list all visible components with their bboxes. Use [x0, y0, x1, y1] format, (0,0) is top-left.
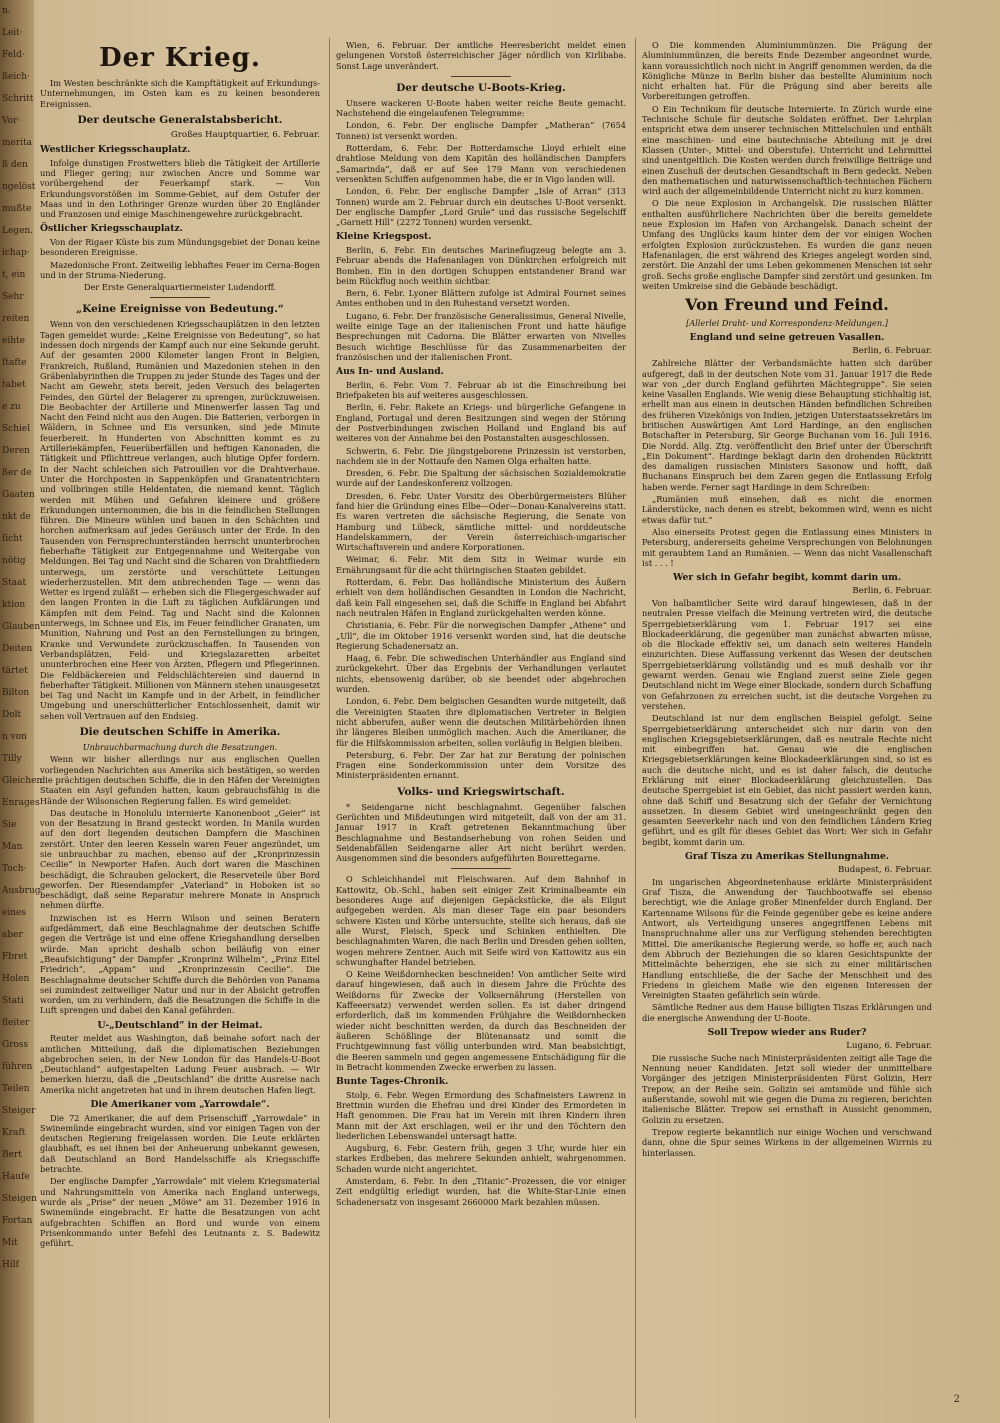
- binding-fragment: tabet: [2, 380, 26, 390]
- text-amsterdam: Amsterdam, 6. Febr. In den „Titanic“-Prozessen, die vor einiger Zeit endgültig erledigt wurden, hat die White-Star-Linie einen Schadenersatz von insgesamt 2660000 Mark bezahlen müssen.: [336, 1176, 626, 1207]
- text-schiffe-2: Das deutsche in Honolulu internierte Kanonenboot „Geier“ ist von der Besatzung in Brand gesteckt worden. In Manila wurden auf den dort liegenden deutschen Dampfern die Maschinen zerstört. Unter den leeren Kesseln waren Feuer angezündet, um sie unbrauchbar zu machen, ebenso auf der „Kronprinzessin Cecilie“ in Newporter Hafen. Auch dort waren die Maschinen beschädigt, die Schrauben gelockert, die Reserveteile über Bord geworfen. Der Riesendampfer „Vaterland“ in Hoboken ist so beschädigt, daß seine Reparatur mehrere Monate in Anspruch nehmen dürfte.: [40, 807, 320, 911]
- section-title-krieg: Der Krieg.: [99, 43, 261, 73]
- text-dresden-2: Dresden, 6. Febr. Unter Vorsitz des Oberbürgermeisters Blüher fand hier die Gründung eines Elbe—Oder—Donau-Kanalvereins statt. Es waren vertreten die sächsische Regierung, die Senate von Hamburg und Lübeck, sämtliche mittel- und norddeutsche Handelskammern, der Verein österreichisch-ungarischer Wirtschaftsverein und andere Korporationen.: [336, 490, 626, 553]
- binding-fragment: Man: [2, 842, 23, 852]
- subline-meldungen: [Allerlei Draht- und Korrespondenz-Meldungen.]: [686, 318, 888, 329]
- binding-fragment: Kraft: [2, 1128, 26, 1138]
- text-rotterdam-2: Rotterdam, 6. Febr. Das holländische Ministerium des Äußern erhielt von dem holländischen Gesandten in London die Nachricht, daß kein Fall eingesehen sei, daß die Schiffe in England bei Abfahrt nach neutralen Häfen in England zurückgehalten werden könne.: [336, 577, 626, 618]
- binding-fragment: Legen.: [2, 226, 34, 236]
- binding-fragment: Gleichen: [2, 776, 43, 786]
- text-haag: Haag, 6. Febr. Die schwedischen Unterhändler aus England sind zurückgekehrt. Über das Ergebnis der Verhandlungen verlautet nichts, ebensowenig darüber, ob sie beendet oder abgebrochen wurden.: [336, 653, 626, 695]
- headline-schiffe-amerika: Die deutschen Schiffe in Amerika.: [79, 726, 281, 739]
- binding-fragment: Bert: [2, 1150, 22, 1160]
- binding-fragment: Fortan: [2, 1216, 33, 1226]
- binding-fragment: tärtet: [2, 666, 28, 676]
- subhead-westlich: Westlicher Kriegsschauplatz.: [40, 144, 191, 156]
- binding-fragment: Tilly: [2, 754, 22, 764]
- text-mazedonisch: Mazedonische Front. Zeitweilig lebhaftes Feuer im Cerna-Bogen und in der Struma-Niederung.: [40, 259, 320, 280]
- text-explosion: O Die neue Explosion in Archangelsk. Die russischen Blätter enthalten ausführlichere Nachrichten über die bereits gemeldete neue Explosion im Hafen von Archangelsk. Danach scheint der Umfang des Unglücks kaum hinter dem der vor einigen Wochen erfolgten Explosion zurückzustehen. Es wurden die ganz neuen Hafenanlagen, die erst während des Krieges angelegt worden sind, zerstört. Die Anzahl der ums Leben gekommenen Menschen ist sehr groß. Sechs große englische Dampfer sind zerstört und gesunken. Im weiten Umkreise sind die Gebäude beschädigt.: [642, 198, 932, 291]
- binding-fragment: Holen: [2, 974, 30, 984]
- binding-fragment: ngelöst: [2, 182, 36, 192]
- text-oestlich: Von der Rigaer Küste bis zum Mündungsgebiet der Donau keine besonderen Ereignisse.: [40, 236, 320, 258]
- text-christiania: Christiania, 6. Febr. Für die norwegischen Dampfer „Athene“ und „Ull“, die im Oktober 1916 versenkt worden sind, hat die deutsche Regierung Schadenersatz an.: [336, 620, 626, 651]
- binding-fragment: nkt de: [2, 512, 31, 522]
- binding-fragment: Bilton: [2, 688, 30, 698]
- column-rule-1: [329, 38, 330, 1418]
- dateline-vasallen: Berlin, 6. Februar.: [852, 345, 932, 356]
- column-rule-2: [635, 38, 636, 1418]
- headline-in-ausland: Aus In- und Ausland.: [336, 366, 444, 378]
- binding-fragment: n von: [2, 732, 27, 742]
- headline-vasallen: England und seine getreuen Vasallen.: [689, 332, 885, 344]
- text-dresden-1: Dresden, 6. Febr. Die Spaltung der sächsischen Sozialdemokratie wurde auf der Landeskonferenz vollzogen.: [336, 468, 626, 489]
- binding-fragment: Stati: [2, 996, 24, 1006]
- text-yarrowdale-1: Die 72 Amerikaner, die auf dem Prisenschiff „Yarrowdale“ in Swinemünde eingebracht wurden, sind vor einigen Tagen von der deutschen Regierung freigelassen worden. Die Leute erklärten glaubhaft, es sei ihnen bei der Anheuerung unbekannt gewesen, daß Deutschland an Bord Handelsschiffe als Kriegsschiffe betrachte.: [40, 1112, 320, 1175]
- text-london-1: London, 6. Febr. Der englische Dampfer „Matheran“ (7654 Tonnen) ist versenkt worden.: [336, 120, 626, 141]
- binding-fragment: nötig: [2, 556, 26, 566]
- binding-fragment: Schiel: [2, 424, 31, 434]
- binding-fragment: Vor·: [2, 116, 21, 126]
- text-technikum: O Ein Technikum für deutsche Internierte. In Zürich wurde eine Technische Schule für deutsche Soldaten eröffnet. Der Lehrplan entspricht etwa dem unserer technischen Mittelschulen und enthält eine maschinen- und eine bautechnische Abteilung mit je drei Klassen (Unter-, Mittel- und Oberstufe). Unterricht und Lehrmittel sind unentgeltlich. Die Kosten werden durch freiwillige Beiträge und einen Zuschuß der deutschen Gesandtschaft in Bern gedeckt. Neben den mathematischen und naturwissenschaftlich-technischen Fächern wird auch der allgemeinbildende Unterricht nicht zu kurz kommen.: [642, 103, 932, 197]
- binding-fragment: Teilen: [2, 1084, 30, 1094]
- binding-fragment: Dolt: [2, 710, 22, 720]
- headline-tisza: Graf Tisza zu Amerikas Stellungnahme.: [684, 851, 890, 863]
- headline-gefahr: Wer sich in Gefahr begibt, kommt darin um.: [672, 572, 902, 584]
- subhead-oestlich: Östlicher Kriegsschauplatz.: [40, 223, 183, 235]
- text-petersburg: Petersburg, 6. Febr. Der Zar hat zur Beratung der polnischen Fragen eine Sonderkommission unter dem Vorsitze des Ministerpräsidenten ernannt.: [336, 749, 626, 781]
- text-tisza-1: Im ungarischen Abgeordnetenhause erklärte Ministerpräsident Graf Tisza, die Anwendung der Tauchbootwaffe sei ebenso berechtigt, wie die Anlage großer Minenfelder durch England. Der Kartenname Wilsons für die Feinde gegenüber gebe es keine andere Antwort, als Verteidigung unseres angegriffenen Lebens mit Inanspruchnahme aller uns zur Verfügung stehenden berechtigten Mittel. Die amerikanische Regierung werde, so hoffe er, auch nach dem Abbruch der Beziehungen die so klaren Gesichtspunkte der Mittelmächte beherzigen, ehe sie sich zu einer militärischen Handlung entschließe, die der Sache der Menschheit und des Friedens in gleichem Maße wie den eigenen Interessen der Vereinigten Staaten gefährlich sein würde.: [642, 876, 932, 1001]
- headline-generalstab: Der deutsche Generalstabsbericht.: [77, 113, 283, 126]
- binding-fragment: ß den: [2, 160, 28, 170]
- binding-fragment: fleiter: [2, 1018, 30, 1028]
- binding-fragment: mußte: [2, 204, 32, 214]
- text-uboot: Unsere wackeren U-Boote haben weiter reiche Beute gemacht. Nachstehend die eingelaufenen Telegramme:: [336, 97, 626, 119]
- binding-fragment: Deren: [2, 446, 30, 456]
- subline-schiffe: Unbrauchbarmachung durch die Besatzungen.: [82, 742, 278, 753]
- divider: [451, 76, 511, 77]
- column-2: [336, 40, 626, 1420]
- text-schiffe-1: Wenn wir bisher allerdings nur aus englischen Quellen vorliegenden Nachrichten aus Amerika sich bestätigen, so werden die prächtigen deutschen Schiffe, die in den Häfen der Vereinigten Staaten ein Asyl gefunden hatten, kaum gebrauchsfähig in die Hände der Wilsonschen Regierung fallen. Es wird gemeldet:: [40, 754, 320, 806]
- binding-fragment: ktion: [2, 600, 26, 610]
- headline-yarrowdale: Die Amerikaner vom „Yarrowdale“.: [90, 1099, 270, 1111]
- headline-trepow: Soll Trepow wieder ans Ruder?: [707, 1027, 867, 1039]
- text-berlin-3: Berlin, 6. Febr. Rakete an Kriegs- und bürgerliche Gefangene in England, Portugal und deren Besitzungen sind wegen der Störung der Postverbindungen zwischen Holland und England bis auf weiteres von der Annahme bei den Postanstalten ausgeschlossen.: [336, 402, 626, 444]
- binding-fragment: eines: [2, 908, 26, 918]
- binding-fragment: Ausbrug: [2, 886, 41, 896]
- text-gefahr-1: Von halbamtlicher Seite wird darauf hingewiesen, daß in der neutralen Presse vielfach die Meinung vertreten wird, die deutsche Sperrgebietserklärung vom 1. Februar 1917 sei eine Blockadeerklärung, die gegenüber man zunächst abwarten müsse, ob die Blockade effektiv sei, um danach sein weiteres Handeln einzurichten. Diese Auffassung verkennt das Wesen der deutschen Sperrgebietserklärung vollständig und es muß deshalb vor ihr gewarnt werden. Genau wie England zuerst seine Ziele gegen Deutschland nicht im Wege einer Blockade, sondern durch Schaffung von Gefahrzonen zu erreichen sucht, ist die deutsche Vorgehen zu verstehen.: [642, 597, 932, 711]
- binding-fragment: Feld·: [2, 50, 25, 60]
- divider: [150, 297, 210, 298]
- column-3: [642, 40, 932, 1420]
- text-schiffe-3: Inzwischen ist es Herrn Wilson und seinen Beratern aufgedämmert, daß eine Beschlagnahme der deutschen Schiffe gegen die Verträge ist und eine offene Kriegshandlung derselben würde. Man spricht deshalb schon beiläufig von einer „Beaufsichtigung“ der Dampfer „Kronprinz Wilhelm“, „Prinz Eitel Friedrich“, „Appam“ und „Kronprinzessin Cecilie“. Die Beschlagnahme deutscher Schiffe durch die Behörden von Panama sei zumindest zeitweiliger Natur und nur in der Absicht getroffen worden, um zu verhindern, daß die Besatzungen die Schiffe in die Luft sprengen und dabei den Kanal gefährden.: [40, 912, 320, 1016]
- binding-fragment: Gaaten: [2, 490, 35, 500]
- text-wien: Wien, 6. Februar. Der amtliche Heeresbericht meldet einen gelungenen Vorstoß österreichischer Jäger nördlich von Kirlibaba. Sonst Lage unverändert.: [336, 40, 626, 71]
- binding-fragment: Gross: [2, 1040, 29, 1050]
- binding-fragment: e zu: [2, 402, 21, 412]
- dateline-tisza: Budapest, 6. Februar.: [837, 864, 932, 875]
- text-lugano-1: Lugano, 6. Febr. Der französische Generalissimus, General Nivelle, weilte einige Tage an der italienischen Front und hatte häufige Besprechungen mit Cadorna. Die Blätter erwarten von Nivelles Besuch wichtige Beschlüsse für das Zusammenarbeiten der französischen und der italienischen Front.: [336, 310, 626, 362]
- binding-fragment: ichap·: [2, 248, 30, 258]
- text-london-3: London, 6. Febr. Dem belgischen Gesandten wurde mitgeteilt, daß die Vereinigten Staaten ihre diplomatischen Vertreter in Belgien nicht abberufen, außer wenn die deutschen Militärbehörden ihnen ihr längeres Bleiben unmöglich machen. Auch die Amerikaner, die für die Hilfskommission arbeiten, sollen vorläufig in Belgien bleiben.: [336, 696, 626, 748]
- binding-fragment: Sie: [2, 820, 17, 830]
- text-schwerin: Schwerin, 6. Febr. Die jüngstgeborene Prinzessin ist verstorben, nachdem sie in der Nottaufe den Namen Olga erhalten hatte.: [336, 445, 626, 466]
- text-gefahr-2: Deutschland ist nur dem englischen Beispiel gefolgt. Seine Sperrgebietserklärung unterscheidet sich nur darin von den englischen Kriegsgebietserklärungen, daß es neutrale Rechte nicht mit einbegriffen hat. Genau wie die englischen Kriegsgebietserklärungen keine Blockadeerklärungen sind, so ist es auch die deutsche nicht, und es ist daher falsch, die deutsche Erklärung mit einer Blockadeerklärung gleichzustellen. Das deutsche Sperrgebiet ist ein Gebiet, das nicht passiert werden kann, ohne daß Schiff und Besatzung sich der Gefahr der Vernichtung aussetzen. In diesem Gebiet wird uneingeschränkt gegen den gesamten Seeverkehr nach und von den feindlichen Ländern Krieg geführt, und es gilt für dieses Gebiet das Wort: Wer sich in Gefahr begibt, kommt darin um.: [642, 713, 932, 847]
- text-u-deutschland: Reuter meldet aus Washington, daß beinahe sofort nach der amtlichen Mitteilung, daß die diplomatischen Beziehungen abgebrochen seien, in der New London für das Handels-U-Boot „Deutschland“ aufgestapelten Ladung Feuer ausbrach. — Wir bemerken hierzu, daß die „Deutschland“ die dritte Ausreise nach Amerika nicht angetreten hat und in ihrem deutschen Hafen liegt.: [40, 1033, 320, 1095]
- binding-fragment: Glauben: [2, 622, 41, 632]
- corner-mark: 2: [953, 1394, 960, 1405]
- binding-fragment: aber: [2, 930, 23, 940]
- text-trepow-2: Trepow regierte bekanntlich nur einige Wochen und verschwand dann, ohne die Spur seines Wirkens in der allgemeinen Wirrnis zu hinterlassen.: [642, 1126, 932, 1158]
- text-schleichhandel: O Schleichhandel mit Fleischwaren. Auf dem Bahnhof in Kattowitz, Ob.-Schl., haben seit einiger Zeit Kriminalbeamte ein besonderes Auge auf diejenigen Gepäckstücke, die als Eilgut aufgegeben werden. Als man dieser Tage ein paar besonders schwere Kisten und Körbe untersuchte, stellte sich heraus, daß sie alle Wurst, Fleisch, Speck und Schinken enthielten. Die beschlagnahmten Waren, die nach Berlin und Dresden gehen sollten, wogen mehrere Zentner. Auch mit Seife wird von Kattowitz aus ein schwunghafter Handel betrieben.: [336, 874, 626, 967]
- binding-fragment: Fbret: [2, 952, 28, 962]
- dateline-hq: Großes Hauptquartier, 6. Februar.: [170, 129, 320, 140]
- binding-fragment: Steigen: [2, 1194, 37, 1204]
- text-trepow-1: Die russische Suche nach Ministerpräsidenten zeitigt alle Tage die Nennung neuer Kandidaten. Jetzt soll wieder der unmittelbare Vorgänger des jetzigen Ministerpräsidenten Fürst Golizin, Herr Trepow, an der Reihe sein. Golizin sei amtsmüde und fühle sich außerstande, sowohl mit wie gegen die Duma zu regieren, berichten italienische Blätter. Trepow sei ernsthaft in Aussicht genommen, Golizin zu ersetzen.: [642, 1052, 932, 1125]
- text-vasallen-1: Zahlreiche Blätter der Verbandsmächte hatten sich darüber aufgeregt, daß in der deutschen Note vom 31. Januar 1917 die Rede war von „der durch England geführten Mächtegruppe“. Sie seien keine Vasallen Englands. Wie wenig diese Behauptung stichhaltig ist, erhellt man aus einem in deutschen Händen befindlichen Schreiben des früheren Vizekönigs von Indien, jetzigen Unterstaatssekretärs im britischen Auswärtigen Amt Lord Hardinge, an den englischen Botschafter in Petersburg, Sir George Buchanan vom 16. Juli 1916. Die Nordd. Allg. Ztg. veröffentlicht den Brief unter der Überschrift „Ein Dokument“. Hardinge beklagt darin den drohenden Rücktritt des damaligen russischen Ministers Sasonow und hofft, daß Buchanans Einspruch bei dem Zaren gegen die Entlassung Erfolg haben werde. Ferner sagt Hardinge in dem Schreiben:: [642, 358, 932, 492]
- binding-fragment: ſicht: [2, 534, 23, 544]
- signature-ludendorff: Der Erste Generalquartiermeister Ludendorff.: [83, 282, 276, 293]
- binding-fragment: Deiten: [2, 644, 33, 654]
- binding-fragment: n.: [2, 6, 11, 16]
- text-augsburg: Augsburg, 6. Febr. Gestern früh, gegen 3 Uhr, wurde hier ein starkes Erdbeben, das mehrere Sekunden anhielt, wahrgenommen. Schaden wurde nicht angerichtet.: [336, 1143, 626, 1174]
- binding-fragment: ßer de: [2, 468, 32, 478]
- binding-fragment: eihte: [2, 336, 25, 346]
- binding-fragment: reiten: [2, 314, 30, 324]
- column-1: [40, 40, 320, 1420]
- binding-fragment: Steiger: [2, 1106, 36, 1116]
- binding-fragment: Schritt: [2, 94, 34, 104]
- binding-fragment: Staat: [2, 578, 27, 588]
- binding-fragment: führen: [2, 1062, 33, 1072]
- headline-volkswirtschaft: Volks- und Kriegswirtschaft.: [397, 785, 565, 798]
- binding-fragment: Leit·: [2, 28, 23, 38]
- section-title-freund-feind: Von Freund und Feind.: [685, 295, 889, 315]
- headline-bunte-chronik: Bunte Tages-Chronik.: [336, 1076, 449, 1088]
- headline-kleine-kriegspost: Kleine Kriegspost.: [336, 231, 432, 243]
- binding-edge: [0, 0, 43, 1423]
- text-london-2: London, 6. Febr. Der englische Dampfer „Isle of Arran“ (313 Tonnen) wurde am 2. Februar durch ein deutsches U-Boot versenkt. Der englische Dampfer „Lord Grule“ und das russische Segelschiff „Garnett Hill“ (2272 Tonnen) wurden versenkt.: [336, 186, 626, 228]
- binding-fragment: merita: [2, 138, 33, 148]
- binding-fragment: Enrages: [2, 798, 40, 808]
- divider: [451, 868, 511, 869]
- headline-u-deutschland: U-„Deutschland“ in der Heimat.: [97, 1019, 263, 1031]
- binding-fragment: ßeich·: [2, 72, 30, 82]
- text-vasallen-3: Also einerseits Protest gegen die Entlassung eines Ministers in Petersburg, andererseits geheime Versprechungen von Belohnungen mit geraubtem Land an Rumänien. — Wenn das nicht Vasallenschaft ist . . . !: [642, 526, 932, 568]
- binding-fragment: t, ein: [2, 270, 26, 280]
- dateline-gefahr: Berlin, 6. Februar.: [852, 585, 932, 596]
- text-weimar: Weimar, 6. Febr. Mit dem Sitz in Weimar wurde ein Ernährungsamt für die acht thüringischen Staaten gebildet.: [336, 554, 626, 575]
- text-tisza-2: Sämtliche Redner aus dem Hause billigten Tiszas Erklärungen und die energische Anwendung der U-Boote.: [642, 1002, 932, 1023]
- binding-fragment: ſtafte: [2, 358, 27, 368]
- binding-fragment: Mit: [2, 1238, 18, 1248]
- binding-fragment: Toch·: [2, 864, 27, 874]
- text-weissdorn: O Keine Weißdornhecken beschneiden! Von amtlicher Seite wird darauf hingewiesen, daß auch in diesem Jahre die Früchte des Weißdorns für Zwecke der Volksernährung (Herstellen von Kaffeeersatz) verwendet werden sollen. Es ist daher dringend erforderlich, daß im kommenden Frühjahre die Weißdornhecken wieder nicht beschnitten werden, da durch das Beschneiden der äußeren Schößlinge der Blütenansatz und somit die Fruchtgewinnung fast völlig unterbunden wird. Man beabsichtigt, die Beeren sammeln und gegen angemessene Entschädigung für die in Betracht kommenden Zwecke erwerben zu lassen.: [336, 969, 626, 1072]
- headline-keine-ereignisse: „Keine Ereignisse von Bedeutung.“: [76, 303, 284, 316]
- headline-uboot-krieg: Der deutsche U-Boots-Krieg.: [396, 81, 566, 94]
- text-berlin-1: Berlin, 6. Febr. Ein deutsches Marineflugzeug belegte am 3. Februar abends die Hafenanlagen von Dünkirchen erfolgreich mit Bomben. Ein in den dortigen Schuppen entstandener Brand war beim Rückflug noch weithin sichtbar.: [336, 244, 626, 286]
- text-yarrowdale-2: Der englische Dampfer „Yarrowdale“ mit vielem Kriegsmaterial und Nahrungsmitteln von Amerika nach England unterwegs, wurde als „Prise“ der neuen „Möwe“ am 31. Dezember 1916 in Swinemünde eingebracht. Er hatte die Besatzungen von acht aufgebrachten Schiffen an Bord und wurde von einem Prisenkommando unter Befehl des Leutnants z. S. Badewitz geführt.: [40, 1176, 320, 1249]
- text-westlich: Infolge dunstigen Frostwetters blieb die Tätigkeit der Artillerie und Flieger gering; nur zwischen Ancre und Somme war vorübergehend der Feuerkampf stark. — Von Erkundungsvorstößen im Somme-Gebiet, auf dem Ostufer der Maas und in den Lothringer Grenze wurden über 20 Engländer und Franzosen und einige Maschinengewehre zurückgebracht.: [40, 157, 320, 220]
- text-seidengarne: * Seidengarne nicht beschlagnahmt. Gegenüber falschen Gerüchten und Mißdeutungen wird mitgeteilt, daß von der am 31. Januar 1917 in Kraft getretenen Bekanntmachung über Beschlagnahme und Bestandserhebung von rohen Seiden und Seidenabfällen Seidengarne aller Art nicht berührt werden. Ausgenommen sind die besonders aufgeführten Bourettegarne.: [336, 801, 626, 864]
- text-keine-ereignisse: Wenn von den verschiedenen Kriegsschauplätzen in den letzten Tagen gemeldet wurde: „Keine Ereignisse von Bedeutung“, so hat indessen doch nirgends der Kampf auch nur eine Sekunde geruht. Auf der gesamten 2000 Kilometer langen Front in Belgien, Frankreich, Rußland, Rumänien und Mazedonien stehen in den Gräbenlabyrinthen die Truppen zu jeder Stunde des Tages und der Nacht am Gewehr, stets bereit, jeden Versuch des belagerten Feindes, den Gürtel der Belagerer zu sprengen, zurückzuweisen. Die Beobachter der Artillerie und Minenwerfer lassen Tag und Nacht den Feind nicht aus den Augen. Die Batterien, verborgen in Wäldern, in Schnee und Eis versunken, sind jede Minute feuerbereit. In Hunderten von Abschnitten kommt es zu Artilleriekämpfen, Feuerüberfällen und heftigen Kanonaden, die Tätigkeit und Pflichttreue verlangen, auch blutige Opfer fordern. In der Nacht schleichen sich Patrouillen vor die Drahtverhaue. Unter die Horchposten in Sappenköpfen und Granatentrichtern und vollbringen stille Heldentaten, die niemand kennt. Täglich werden mit Mühen und Gefahren kleinere und größere Erkundungen unternommen, die bis in die feindlichen Stellungen führen. Die Mineure wühlen und bauen in den Schächten und horchen aufmerksam auf jedes Geräusch unter der Erde. In den Tausenden von Fernsprechunterständen herrscht ununterbrochen fieberhafte Tätigkeit zur Entgegennahme und Weitergabe von Meldungen. Bei Tag und Nacht sind die Scharen von Drahtfliedern unterwegs, um zerstörte und verschüttete Leitungen wiederherzustellen. Mit dem anbrechenden Tage — wenn das Wetter es irgend zuläßt — erheben sich die Fliegergeschwader auf den langen Fronten in die Luft zu täglichen Aufklärungen und Kämpfen mit dem Feind. Tag und Nacht sind die Kolonnen unterwegs, im Schnee und Eis, im Feuer feindlicher Granaten, um Munition, Nahrung und Post an den Fernstellungen zu bringen, Kranke und Verwundete zurückzuschaffen. In Tausenden von Verbandsplätzen, Feld- und Kriegslazaretten arbeitet ununterbrochen eine Heer von Ärzten, Pflegern und Pflegerinnen. Die Feldbäckereien und Feldschlächtereien sind dauernd in fieberhafter Tätigkeit. Millionen von Männern stehen unausgesetzt bei Tag und Nacht im Kampfe und in der Arbeit, in feindlicher Umgebung und unerschütterlicher Entschlossenheit, damit wir sehen voll Vertrauen auf den Endsieg.: [40, 319, 320, 721]
- intro-text: Im Westen beschränkte sich die Kampftätigkeit auf Erkundungs-Unternehmungen, im Osten kam es zu keinen besonderen Ereignissen.: [40, 78, 320, 109]
- text-bern: Bern, 6. Febr. Lyoner Blättern zufolge ist Admiral Fournet seines Amtes enthoben und in den Ruhestand versetzt worden.: [336, 288, 626, 309]
- text-stolp: Stolp, 6. Febr. Wegen Ermordung des Schafmeisters Lawrenz in Brettmin wurden die Ehefrau und drei Kinder des Ermordeten in Haft genommen. Die Frau hat im Verein mit ihren Kindern ihren Mann mit der Axt erschlagen, weil er ihr und den Töchtern den liederlichen Lebenswandel untersagt hatte.: [336, 1089, 626, 1141]
- binding-fragment: Haufe: [2, 1172, 30, 1182]
- binding-fragment: Sehr: [2, 292, 24, 302]
- text-vasallen-2: „Rumänien muß einsehen, daß es nicht die enormen Länderstücke, nach denen es strebt, bekommen wird, wenn es nicht etwas dafür tut.“: [642, 494, 932, 525]
- dateline-trepow: Lugano, 6. Februar.: [846, 1040, 932, 1051]
- binding-fragment: Hilf: [2, 1260, 19, 1270]
- text-rotterdam-1: Rotterdam, 6. Febr. Der Rotterdamsche Lloyd erhielt eine drahtlose Meldung von dem Kapitän des holländischen Dampfers „Samarinda“, daß er auf See 179 Mann von verschiedenen versenkten Schiffen aufgenommen habe, die er in Vigo landen will.: [336, 143, 626, 184]
- text-aluminium: O Die kommenden Aluminiummünzen. Die Prägung der Aluminiummünzen, die bereits Ende Dezember angeordnet wurde, kann voraussichtlich noch nicht in Angriff genommen werden, da die Königliche Münze in Berlin bisher das bestellte Aluminium noch nicht erhalten hat. Für die Prägung sind aber bereits alle Vorbereitungen getroffen.: [642, 40, 932, 102]
- text-berlin-2: Berlin, 6. Febr. Vom 7. Februar ab ist die Einschreibung bei Briefpaketen bis auf weiteres ausgeschlossen.: [336, 379, 626, 401]
